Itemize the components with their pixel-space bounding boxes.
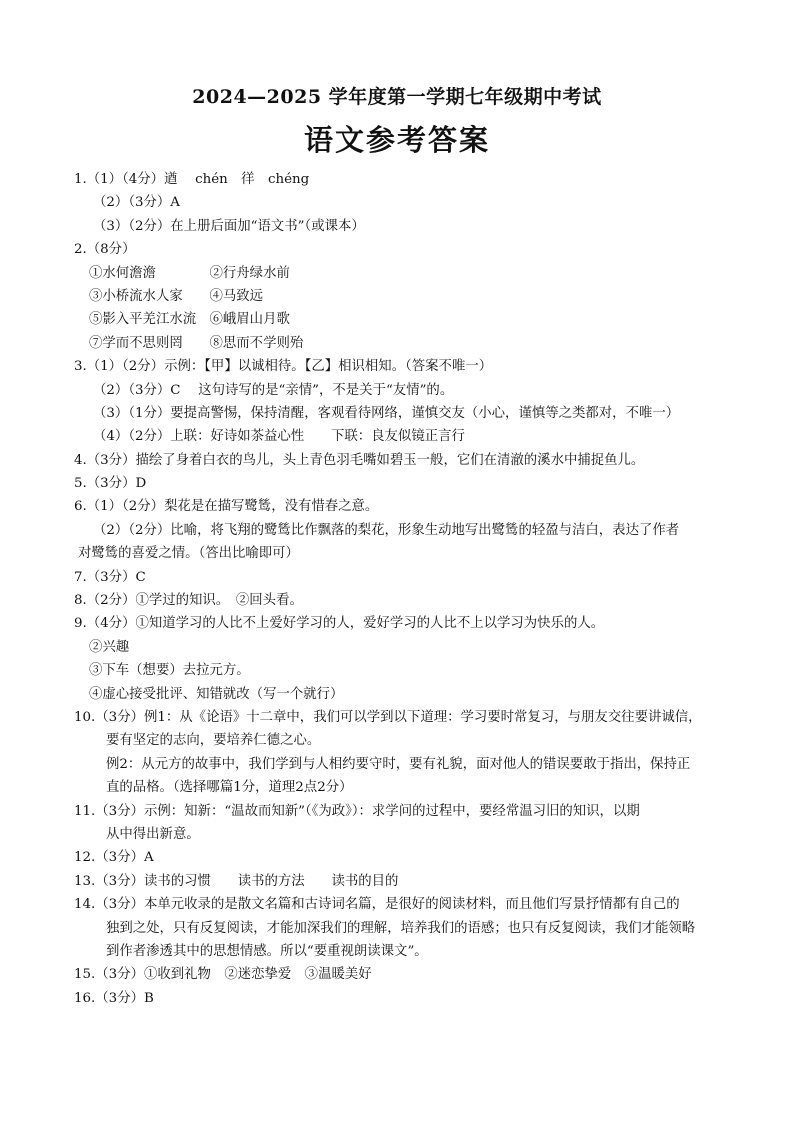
- answer-line: 15.（3分）①收到礼物 ②迷恋挚爱 ③温暖美好: [74, 967, 372, 983]
- answer-line: ③小桥流水人家 ④马致远: [89, 288, 264, 304]
- answer-line: （3）（2分）在上册后面加“语文书”（或课本）: [93, 218, 365, 234]
- answer-lines: [0, 168, 794, 1010]
- answer-line: 从中得出新意。: [106, 826, 200, 842]
- answer-line: 7.（3分）C: [74, 569, 146, 585]
- answer-line: （4）（2分）上联：好诗如茶益心性 下联：良友似镜正言行: [93, 429, 465, 445]
- answer-line: （2）（3分）A: [93, 195, 180, 211]
- answer-line: 5.（3分）D: [74, 476, 147, 492]
- answer-line: （2）（2分）比喻，将飞翔的鹭鸶比作飘落的梨花，形象生动地写出鹭鸶的轻盈与洁白，表达了作者: [93, 522, 680, 538]
- answer-line: 11.（3分）示例：知新：“温故而知新”（《为政》）：求学问的过程中，要经常温习旧的知识，以期: [74, 803, 640, 819]
- answer-line: ①水何澹澹 ②行舟绿水前: [89, 265, 290, 281]
- answer-line: ④虚心接受批评、知错就改（写一个就行）: [89, 686, 344, 702]
- answer-line: 6.（1）（2分）梨花是在描写鹭鸶，没有惜春之意。: [74, 499, 379, 515]
- answer-line: ⑤影入平羌江水流 ⑥峨眉山月歌: [89, 312, 290, 328]
- answer-line: 到作者渗透其中的思想情感。所以“要重视朗读课文”。: [106, 943, 428, 959]
- answer-line: 14.（3分）本单元收录的是散文名篇和古诗词名篇，是很好的阅读材料，而且他们写景抒情都有自己的: [74, 897, 680, 913]
- answer-line: （2）（3分）C 这句诗写的是“亲情”，不是关于“友情”的。: [93, 382, 454, 398]
- answer-line: 1.（1）（4分）遒 chén 徉 chéng: [74, 172, 310, 187]
- answer-line: 2.（8分）: [74, 242, 136, 258]
- answer-line: 要有坚定的志向，要培养仁德之心。: [106, 733, 321, 749]
- answer-line: 独到之处，只有反复阅读，才能加深我们的理解，培养我们的语感；也只有反复阅读，我们才能领略: [106, 920, 696, 936]
- answer-key-heading: 语文参考答案: [303, 123, 490, 157]
- answer-line: 10.（3分）例1：从《论语》十二章中，我们可以学到以下道理：学习要时常复习，与朋友交往要讲诚信，: [74, 709, 702, 725]
- exam-title: 2024—2025 学年度第一学期七年级期中考试: [192, 86, 602, 108]
- answer-line: 例2：从元方的故事中，我们学到与人相约要守时，要有礼貌，面对他人的错误要敢于指出，保持正: [106, 756, 691, 772]
- answer-line: 对鹭鸶的喜爱之情。（答出比喻即可）: [78, 546, 299, 562]
- answer-line: ②兴趣: [89, 639, 130, 655]
- answer-line: 4.（3分）描绘了身着白衣的鸟儿，头上青色羽毛嘴如碧玉一般，它们在清澈的溪水中捕捉鱼儿。: [74, 452, 645, 468]
- answer-line: 12.（3分）A: [74, 850, 154, 866]
- answer-line: 8.（2分）①学过的知识。 ②回头看。: [74, 593, 303, 609]
- answer-line: ⑦学而不思则罔 ⑧思而不学则殆: [89, 335, 304, 351]
- answer-line: 3.（1）（2分）示例：【甲】以诚相待。【乙】相识相知。（答案不唯一）: [74, 359, 493, 375]
- answer-line: 13.（3分）读书的习惯 读书的方法 读书的目的: [74, 873, 399, 889]
- answer-line: 直的品格。（选择哪篇1分，道理2点2分）: [106, 780, 353, 796]
- answer-line: ③下车（想要）去拉元方。: [89, 663, 250, 679]
- answer-line: 9.（4分）①知道学习的人比不上爱好学习的人，爱好学习的人比不上以学习为快乐的人。: [74, 616, 605, 632]
- answer-line: （3）（1分）要提高警惕，保持清醒，客观看待网络，谨慎交友（小心，谨慎等之类都对，不唯一）: [93, 405, 680, 421]
- answer-line: 16.（3分）B: [74, 990, 154, 1006]
